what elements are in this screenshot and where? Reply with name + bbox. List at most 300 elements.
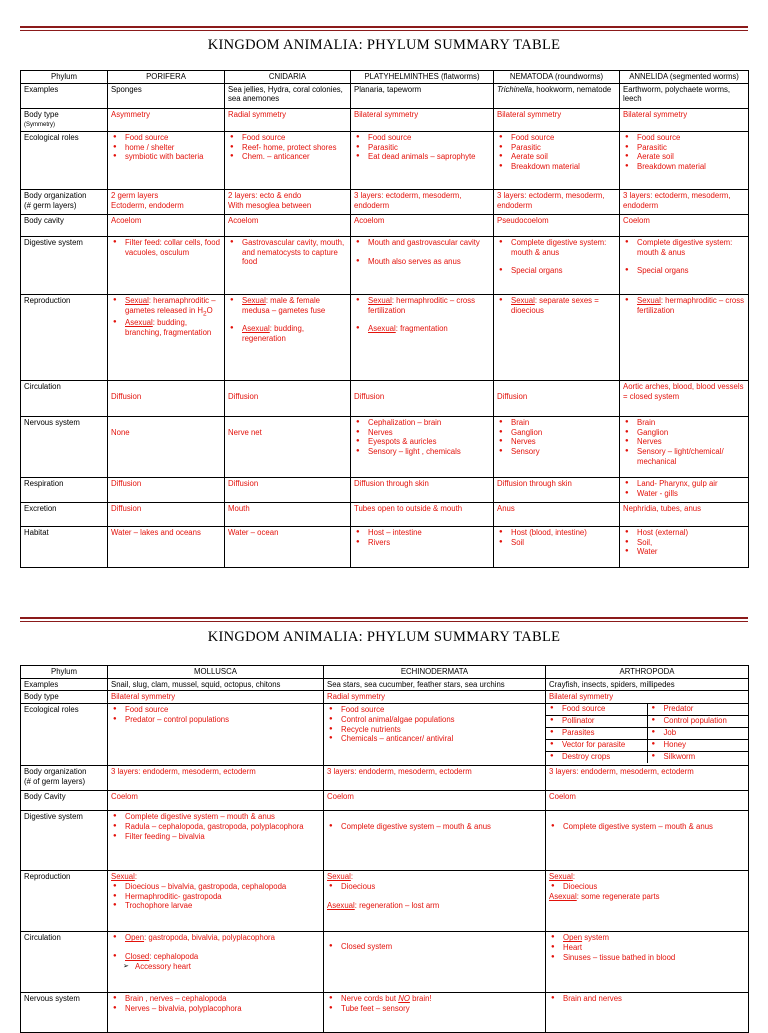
list-item: ● Predator <box>650 704 747 714</box>
cell-line: 2 layers: ecto & endo <box>228 190 302 200</box>
cell <box>620 477 749 502</box>
cell: Diffusion <box>108 380 225 416</box>
list-item: ● Vector for parasite <box>548 740 645 750</box>
list-item: ● Water - gills <box>623 489 745 499</box>
cell: Acoelom <box>225 214 351 236</box>
table1-title: KINGDOM ANIMALIA: PHYLUM SUMMARY TABLE <box>207 37 561 53</box>
cell: Diffusion <box>225 477 351 502</box>
row-circulation <box>21 932 749 993</box>
list-item <box>327 994 542 1004</box>
list-item: ● Tube feet – sensory <box>327 1004 542 1014</box>
list-item: ● Heart <box>549 943 745 953</box>
list-item <box>111 952 320 962</box>
cell <box>620 236 749 294</box>
list-item: ● Parasitic <box>623 143 745 153</box>
row-label: Nervous system <box>21 416 108 477</box>
list-item: ● Host (blood, intestine) <box>497 528 616 538</box>
list-item: ● Dioecious <box>549 882 745 892</box>
cell <box>351 131 494 189</box>
cell: Acoelom <box>108 214 225 236</box>
cell <box>494 83 620 108</box>
list-item: ● Parasitic <box>354 143 490 153</box>
list-item: ● Soil <box>497 538 616 548</box>
label-sub: (# of germ layers) <box>24 776 86 786</box>
cell: Diffusion through skin <box>494 477 620 502</box>
list-item: ● Food source <box>623 133 745 143</box>
sexual-label: Sexual <box>368 295 392 305</box>
cell <box>108 811 324 871</box>
label-text: Body organization <box>24 767 87 777</box>
cell <box>324 704 546 766</box>
cell-line: Ectoderm, endoderm <box>111 200 184 210</box>
list-item: ● Complete digestive system – mouth & anus <box>327 822 542 832</box>
list-item: ● Food source <box>497 133 616 143</box>
row-label: Nervous system <box>21 993 108 1033</box>
row-label: Reproduction <box>21 871 108 932</box>
col-header-arthropoda: ARTHROPODA <box>546 666 749 679</box>
item-text: : hermaphroditic – cross fertilization <box>637 295 745 315</box>
list-item: ● Complete digestive system – mouth & anus <box>549 822 745 832</box>
row-habitat <box>21 526 749 567</box>
asexual-label: Asexual <box>125 318 153 328</box>
col-header-mollusca: MOLLUSCA <box>108 666 324 679</box>
cell: Sea jellies, Hydra, coral colonies, sea anemones <box>225 83 351 108</box>
list-item: ● Honey <box>650 740 747 750</box>
row-respiration <box>21 477 749 502</box>
list-item: ● Mouth and gastrovascular cavity <box>354 238 490 248</box>
list-item: ● Food source <box>111 705 320 715</box>
list-item: ● Soil, <box>623 538 745 548</box>
row-label: Circulation <box>21 380 108 416</box>
sub-list-item: ➢ Accessory heart <box>111 962 320 972</box>
cell: Bilateral symmetry <box>546 691 749 704</box>
sexual-label: Sexual <box>549 872 573 882</box>
list-item <box>228 324 347 343</box>
row-body-type <box>21 108 749 131</box>
list-item: ● Filter feed: collar cells, food vacuoles, osculum <box>111 238 221 257</box>
cell: Aortic arches, blood, blood vessels = closed system <box>620 380 749 416</box>
cell <box>324 993 546 1033</box>
grid-row <box>546 740 748 752</box>
cell: Diffusion <box>108 502 225 526</box>
table2-title: KINGDOM ANIMALIA: PHYLUM SUMMARY TABLE <box>207 629 561 645</box>
cell <box>620 526 749 567</box>
cell <box>494 131 620 189</box>
list-item: ● Sinuses – tissue bathed in blood <box>549 953 745 963</box>
row-label: Circulation <box>21 932 108 993</box>
row-label: Excretion <box>21 502 108 526</box>
cell: Mouth <box>225 502 351 526</box>
cell: Diffusion <box>225 380 351 416</box>
list-item: ● Rivers <box>354 538 490 548</box>
row-label: Body Cavity <box>21 791 108 811</box>
row-label <box>21 189 108 214</box>
list-item: ● Sensory – light/chemical/ mechanical <box>623 447 745 466</box>
list-item: ● Food source <box>111 133 221 143</box>
list-item: ● home / shelter <box>111 143 221 153</box>
cell: Coelom <box>324 791 546 811</box>
cell <box>546 932 749 993</box>
list-item <box>354 296 490 315</box>
phylum-table-2 <box>20 665 749 1033</box>
asexual-label: Asexual <box>368 324 396 334</box>
item-text: : budding, regeneration <box>242 324 304 344</box>
list-item: ● Complete digestive system – mouth & anus <box>111 812 320 822</box>
cell <box>108 932 324 993</box>
grid-cell <box>546 704 647 716</box>
cell <box>494 294 620 380</box>
cell <box>108 236 225 294</box>
list-item <box>111 318 221 337</box>
row-label: Ecological roles <box>21 131 108 189</box>
item-text: : heramaphroditic – gametes released in H <box>125 295 216 315</box>
grid-row <box>546 704 748 716</box>
cell <box>351 416 494 477</box>
row-circulation <box>21 380 749 416</box>
cell: Diffusion <box>494 380 620 416</box>
cell: Coelom <box>620 214 749 236</box>
list-item: ● Breakdown material <box>623 162 745 172</box>
asexual-label: Asexual <box>327 900 355 910</box>
cell <box>351 236 494 294</box>
list-item: ● Food source <box>354 133 490 143</box>
list-item: ● Sensory – light , chemicals <box>354 447 490 457</box>
cell <box>324 811 546 871</box>
cell <box>620 416 749 477</box>
list-item: ● Closed system <box>327 942 542 952</box>
cell: None <box>108 416 225 477</box>
label-text: Body organization <box>24 190 87 200</box>
list-item: ● Trochophore larvae <box>111 901 320 911</box>
col-header-phylum: Phylum <box>21 71 108 84</box>
row-nervous <box>21 993 749 1033</box>
emphasis: NO <box>398 994 410 1004</box>
grid-cell <box>546 752 647 764</box>
cell <box>546 871 749 932</box>
colon: : <box>134 872 138 882</box>
cell <box>324 932 546 993</box>
list-item: ● Control animal/algae populations <box>327 715 542 725</box>
closed-label: Closed <box>125 951 150 961</box>
open-label: Open <box>125 933 145 943</box>
cell <box>546 704 749 766</box>
sexual-label: Sexual <box>125 295 149 305</box>
cell <box>494 526 620 567</box>
list-item: ● Filter feeding – bivalvia <box>111 832 320 842</box>
asexual-label: Asexual <box>242 324 270 334</box>
list-item: ● Special organs <box>623 266 745 276</box>
mid-rule <box>20 617 748 622</box>
grid-cell <box>647 752 748 764</box>
row-reproduction <box>21 871 749 932</box>
cell <box>225 236 351 294</box>
list-item: ● Eyespots & auricles <box>354 437 490 447</box>
cell <box>324 871 546 932</box>
list-item: ● Dioecious – bivalvia, gastropoda, cephalopoda <box>111 882 320 892</box>
list-item: ● Reef- home, protect shores <box>228 143 347 153</box>
list-item: ● Destroy crops <box>548 752 645 762</box>
item-text: system <box>582 933 609 943</box>
item-text: : budding, branching, fragmentation <box>125 318 212 338</box>
genus-name: Trichinella <box>497 84 532 94</box>
cell: Diffusion <box>351 380 494 416</box>
list-item: ● Aerate soil <box>497 152 616 162</box>
list-item <box>623 296 745 315</box>
header-row <box>21 666 749 679</box>
row-body-organization <box>21 766 749 791</box>
list-item: ● Complete digestive system: mouth & anus <box>497 238 616 257</box>
col-header-echinodermata: ECHINODERMATA <box>324 666 546 679</box>
item-text: : cephalopoda <box>149 951 199 961</box>
list-item: ● Chem. – anticancer <box>228 152 347 162</box>
grid-row <box>546 716 748 728</box>
row-label: Examples <box>21 83 108 108</box>
item-text: : fragmentation <box>395 324 448 334</box>
list-item: ● Nerves <box>354 428 490 438</box>
row-digestive <box>21 811 749 871</box>
row-examples <box>21 678 749 691</box>
label-sub: (Symmetry) <box>24 122 55 129</box>
label-sub: (# germ layers) <box>24 200 77 210</box>
row-body-organization <box>21 189 749 214</box>
col-header-porifera: PORIFERA <box>108 71 225 84</box>
cell <box>225 294 351 380</box>
list-item: ● Water <box>623 547 745 557</box>
row-body-type <box>21 691 749 704</box>
cell <box>620 294 749 380</box>
cell: Bilateral symmetry <box>351 108 494 131</box>
cell: 3 layers: endoderm, mesoderm, ectoderm <box>324 766 546 791</box>
cell: Pseudocoelom <box>494 214 620 236</box>
cell <box>620 131 749 189</box>
cell: Earthworm, polychaete worms, leech <box>620 83 749 108</box>
sexual-label: Sexual <box>511 295 535 305</box>
cell: 3 layers: endoderm, mesoderm, ectoderm <box>108 766 324 791</box>
cell-line: With mesoglea between <box>228 200 312 210</box>
list-item: ● Food source <box>228 133 347 143</box>
row-examples <box>21 83 749 108</box>
open-label: Open <box>563 933 583 943</box>
cell: Nephridia, tubes, anus <box>620 502 749 526</box>
cell: Diffusion <box>108 477 225 502</box>
list-item <box>549 933 745 943</box>
row-label: Reproduction <box>21 294 108 380</box>
list-item <box>111 296 221 318</box>
sexual-label: Sexual <box>111 872 135 882</box>
list-item: ● symbiotic with bacteria <box>111 152 221 162</box>
grid-row <box>546 752 748 764</box>
list-item: ● Brain and nerves <box>549 994 745 1004</box>
cell: Acoelom <box>351 214 494 236</box>
list-item <box>111 933 320 943</box>
sexual-label: Sexual <box>242 295 266 305</box>
list-item <box>497 296 616 315</box>
col-header-cnidaria: CNIDARIA <box>225 71 351 84</box>
row-label: Ecological roles <box>21 704 108 766</box>
cell: Diffusion through skin <box>351 477 494 502</box>
list-item: ● Eat dead animals – saprophyte <box>354 152 490 162</box>
grid-cell <box>546 740 647 752</box>
list-item: ● Recycle nutrients <box>327 725 542 735</box>
row-reproduction <box>21 294 749 380</box>
sexual-label: Sexual <box>637 295 661 305</box>
list-item: ● Cephalization – brain <box>354 418 490 428</box>
list-item: ● Special organs <box>497 266 616 276</box>
cell <box>494 236 620 294</box>
list-item: ● Breakdown material <box>497 162 616 172</box>
row-label: Body type <box>21 691 108 704</box>
list-item <box>228 296 347 315</box>
list-item: ● Control population <box>650 716 747 726</box>
row-label: Habitat <box>21 526 108 567</box>
cell: Nerve net <box>225 416 351 477</box>
list-item: ● Parasites <box>548 728 645 738</box>
cell: Planaria, tapeworm <box>351 83 494 108</box>
item-text: Nerve cords but <box>341 994 399 1004</box>
top-rule <box>20 26 748 31</box>
list-item: ● Chemicals – anticancer/ antiviral <box>327 734 542 744</box>
row-body-cavity <box>21 214 749 236</box>
list-item: ● Parasitic <box>497 143 616 153</box>
item-text: : male & female medusa – gametes fuse <box>242 295 326 315</box>
list-item: ● Silkworm <box>650 752 747 762</box>
cell <box>546 993 749 1033</box>
colon: : <box>572 872 576 882</box>
cell: 3 layers: endoderm, mesoderm, ectoderm <box>546 766 749 791</box>
cell: Anus <box>494 502 620 526</box>
list-item: ● Brain <box>497 418 616 428</box>
grid-cell <box>647 704 748 716</box>
list-item: ● Sensory <box>497 447 616 457</box>
subscript: 2 <box>203 310 207 318</box>
list-item: ● Radula – cephalopoda, gastropoda, polyplacophora <box>111 822 320 832</box>
list-item: ● Nerves – bivalvia, polyplacophora <box>111 1004 320 1014</box>
grid-cell <box>647 716 748 728</box>
item-text: : some regenerate parts <box>576 891 660 901</box>
row-label <box>21 766 108 791</box>
row-label <box>21 108 108 131</box>
cell: Crayfish, insects, spiders, millipedes <box>546 678 749 691</box>
cell: Sponges <box>108 83 225 108</box>
list-item: ● Gastrovascular cavity, mouth, and nematocysts to capture food <box>228 238 347 267</box>
phylum-table-1 <box>20 70 749 568</box>
list-item: ● Hermaphroditic- gastropoda <box>111 892 320 902</box>
header-row <box>21 71 749 84</box>
cell <box>225 189 351 214</box>
grid-row <box>546 728 748 740</box>
cell: 3 layers: ectoderm, mesoderm, endoderm <box>351 189 494 214</box>
cell: Bilateral symmetry <box>620 108 749 131</box>
row-ecological <box>21 704 749 766</box>
list-item: ● Complete digestive system: mouth & anus <box>623 238 745 257</box>
cell: Coelom <box>108 791 324 811</box>
grid-cell <box>546 716 647 728</box>
cell: 3 layers: ectoderm, mesoderm, endoderm <box>494 189 620 214</box>
row-body-cavity <box>21 791 749 811</box>
list-item: ● Land- Pharynx, gulp air <box>623 479 745 489</box>
arthropoda-roles-grid <box>546 704 748 763</box>
cell-line: 2 germ layers <box>111 190 159 200</box>
list-item: ● Mouth also serves as anus <box>354 257 490 267</box>
row-excretion <box>21 502 749 526</box>
list-item: ● Predator – control populations <box>111 715 320 725</box>
cell <box>225 131 351 189</box>
asexual-label: Asexual <box>549 891 577 901</box>
cell <box>494 416 620 477</box>
cell <box>108 189 225 214</box>
row-label: Digestive system <box>21 236 108 294</box>
grid-cell <box>647 728 748 740</box>
colon: : <box>350 872 354 882</box>
row-label: Body cavity <box>21 214 108 236</box>
cell: Tubes open to outside & mouth <box>351 502 494 526</box>
list-item: ● Ganglion <box>623 428 745 438</box>
cell: 3 layers: ectoderm, mesoderm, endoderm <box>620 189 749 214</box>
list-item: ● Food source <box>548 704 645 714</box>
cell <box>108 993 324 1033</box>
label-text: Body type <box>24 109 59 119</box>
item-text: brain! <box>409 994 432 1004</box>
cell: Water – lakes and oceans <box>108 526 225 567</box>
cell <box>108 131 225 189</box>
item-text: : hermaphroditic – cross fertilization <box>368 295 476 315</box>
col-header-platyhelminthes: PLATYHELMINTHES (flatworms) <box>351 71 494 84</box>
list-item <box>354 324 490 334</box>
list-item: ● Job <box>650 728 747 738</box>
item-text: : regeneration – lost arm <box>354 900 440 910</box>
grid-cell <box>647 740 748 752</box>
list-item: ● Host – intestine <box>354 528 490 538</box>
col-header-nematoda: NEMATODA (roundworms) <box>494 71 620 84</box>
cell <box>108 294 225 380</box>
sexual-label: Sexual <box>327 872 351 882</box>
item-text: : separate sexes = dioecious <box>511 295 599 315</box>
cell: Asymmetry <box>108 108 225 131</box>
cell: Snail, slug, clam, mussel, squid, octopus, chitons <box>108 678 324 691</box>
item-text: O <box>206 305 213 315</box>
cell <box>108 871 324 932</box>
cell: Water – ocean <box>225 526 351 567</box>
list-item: ● Food source <box>327 705 542 715</box>
list-item: ● Aerate soil <box>623 152 745 162</box>
col-header-annelida: ANNELIDA (segmented worms) <box>620 71 749 84</box>
list-item: ● Brain <box>623 418 745 428</box>
cell <box>546 811 749 871</box>
cell <box>108 704 324 766</box>
cell: Radial symmetry <box>225 108 351 131</box>
row-digestive <box>21 236 749 294</box>
row-nervous <box>21 416 749 477</box>
list-item: ● Nerves <box>497 437 616 447</box>
list-item: ● Dioecious <box>327 882 542 892</box>
cell: Bilateral symmetry <box>494 108 620 131</box>
grid-cell <box>546 728 647 740</box>
list-item: ● Ganglion <box>497 428 616 438</box>
item-text: : gastropoda, bivalvia, polyplacophora <box>144 933 275 943</box>
row-label: Examples <box>21 678 108 691</box>
row-ecological <box>21 131 749 189</box>
cell-text: , hookworm, nematode <box>531 84 612 94</box>
cell: Bilateral symmetry <box>108 691 324 704</box>
cell: Radial symmetry <box>324 691 546 704</box>
cell: Coelom <box>546 791 749 811</box>
list-item: ● Pollinator <box>548 716 645 726</box>
cell <box>351 294 494 380</box>
col-header-phylum: Phylum <box>21 666 108 679</box>
cell <box>351 526 494 567</box>
cell: Sea stars, sea cucumber, feather stars, sea urchins <box>324 678 546 691</box>
list-item: ● Nerves <box>623 437 745 447</box>
